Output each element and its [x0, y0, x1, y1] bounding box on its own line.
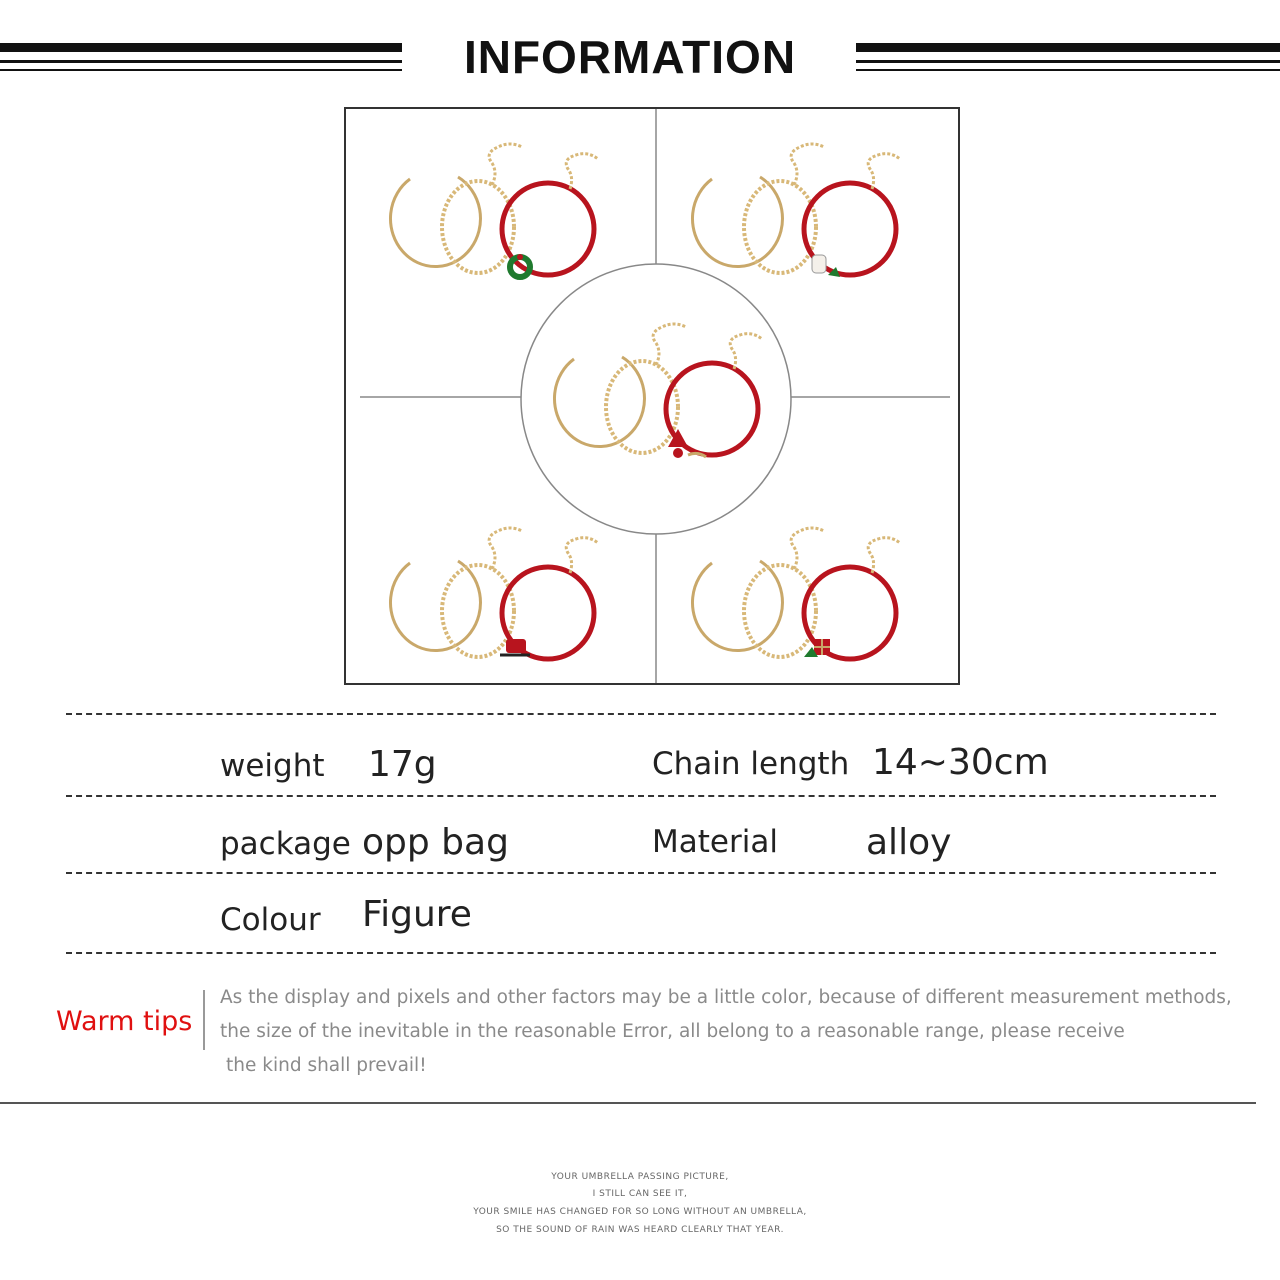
weight-value: 17g	[368, 744, 437, 785]
footer-line: SO THE SOUND OF RAIN WAS HEARD CLEARLY THAT YEAR.	[496, 1225, 784, 1235]
footer-line: YOUR SMILE HAS CHANGED FOR SO LONG WITHOUT AN UMBRELLA,	[473, 1207, 807, 1217]
bracelet-set-gift	[692, 528, 900, 659]
product-image	[344, 107, 960, 685]
material-label: Material	[652, 824, 778, 860]
warm-tips-line: As the display and pixels and other factors may be a little color, because of different measurement methods,	[220, 987, 1232, 1008]
colour-value: Figure	[362, 894, 472, 935]
divider	[66, 872, 1216, 874]
material-value: alloy	[866, 822, 952, 863]
divider	[66, 952, 1216, 954]
warm-tips-title: Warm tips	[56, 1006, 193, 1037]
bracelet-set-wreath	[390, 144, 598, 277]
bottom-divider	[0, 1102, 1256, 1104]
chain-length-value: 14~30cm	[872, 742, 1049, 783]
footer-line: YOUR UMBRELLA PASSING PICTURE,	[551, 1172, 729, 1182]
bracelet-set-sleigh	[390, 528, 598, 659]
footer-line: I STILL CAN SEE IT,	[592, 1189, 688, 1199]
package-value: opp bag	[362, 822, 509, 863]
page-title: INFORMATION	[463, 31, 797, 83]
divider	[66, 795, 1216, 797]
warm-tips-line: the size of the inevitable in the reasonable Error, all belong to a reasonable range, please receive	[220, 1021, 1125, 1042]
weight-label: weight	[220, 748, 325, 784]
chain-length-label: Chain length	[652, 746, 850, 782]
package-label: package	[220, 826, 351, 862]
divider	[66, 713, 1216, 715]
warm-tips-separator	[203, 990, 205, 1050]
warm-tips-line: the kind shall prevail!	[226, 1055, 427, 1076]
bracelet-set-snowman	[692, 144, 900, 277]
colour-label: Colour	[220, 902, 321, 938]
